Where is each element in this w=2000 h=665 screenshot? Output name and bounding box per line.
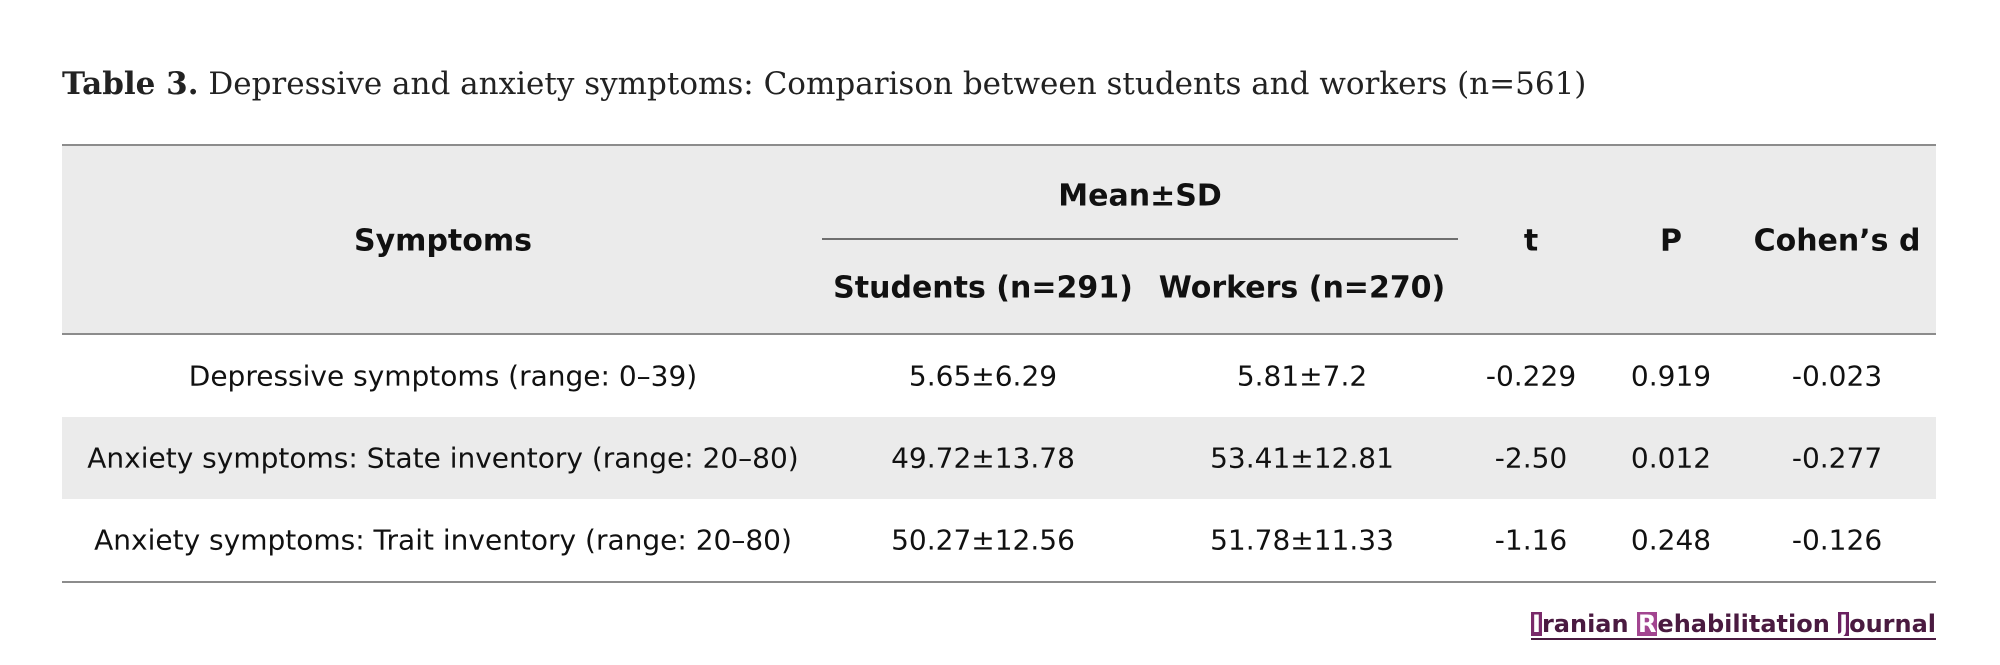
cell-t: -0.229 — [1485, 359, 1577, 393]
table-row — [62, 499, 1936, 581]
cell-students: 49.72±13.78 — [891, 441, 1075, 475]
cell-t: -2.50 — [1494, 441, 1568, 475]
cell-symptom: Depressive symptoms (range: 0–39) — [188, 359, 698, 393]
cell-cohens-d: -0.277 — [1791, 441, 1883, 475]
header-students: Students (n=291) — [833, 270, 1133, 306]
header-cohens-d: Cohen’s d — [1753, 223, 1921, 259]
table-title: Depressive and anxiety symptoms: Comparison between students and workers (n=561) — [198, 66, 1587, 102]
journal-initial-i: I — [1532, 610, 1541, 638]
results-table — [62, 144, 1936, 583]
header-mean-sd: Mean±SD — [1058, 178, 1222, 214]
cell-workers: 51.78±11.33 — [1210, 523, 1394, 557]
cell-workers: 53.41±12.81 — [1210, 441, 1394, 475]
cell-symptom: Anxiety symptoms: State inventory (range: 20–80) — [87, 441, 799, 475]
table-header — [62, 144, 1936, 335]
journal-word-journal: ournal — [1849, 610, 1936, 638]
cell-students: 5.65±6.29 — [908, 359, 1058, 393]
header-p: P — [1660, 223, 1682, 259]
header-symptoms: Symptoms — [354, 223, 532, 259]
table-row — [62, 335, 1936, 417]
cell-workers: 5.81±7.2 — [1236, 359, 1368, 393]
cell-t: -1.16 — [1494, 523, 1568, 557]
cell-p: 0.919 — [1630, 359, 1712, 393]
header-group-divider — [822, 238, 1458, 240]
cell-cohens-d: -0.023 — [1791, 359, 1883, 393]
journal-initial-r: R — [1637, 610, 1657, 638]
cell-p: 0.012 — [1630, 441, 1712, 475]
journal-word-iranian: ranian — [1541, 610, 1637, 638]
journal-word-rehabilitation: ehabilitation — [1657, 610, 1839, 638]
table-bottom-rule — [62, 581, 1936, 583]
cell-cohens-d: -0.126 — [1791, 523, 1883, 557]
header-workers: Workers (n=270) — [1158, 270, 1446, 306]
journal-initial-j: J — [1839, 610, 1849, 638]
table-number: Table 3. — [62, 66, 199, 102]
table-caption — [62, 66, 1586, 102]
cell-students: 50.27±12.56 — [891, 523, 1075, 557]
table-row — [62, 417, 1936, 499]
cell-symptom: Anxiety symptoms: Trait inventory (range: 20–80) — [94, 523, 792, 557]
header-t: t — [1523, 223, 1539, 259]
journal-logo — [1531, 610, 1936, 640]
cell-p: 0.248 — [1630, 523, 1712, 557]
